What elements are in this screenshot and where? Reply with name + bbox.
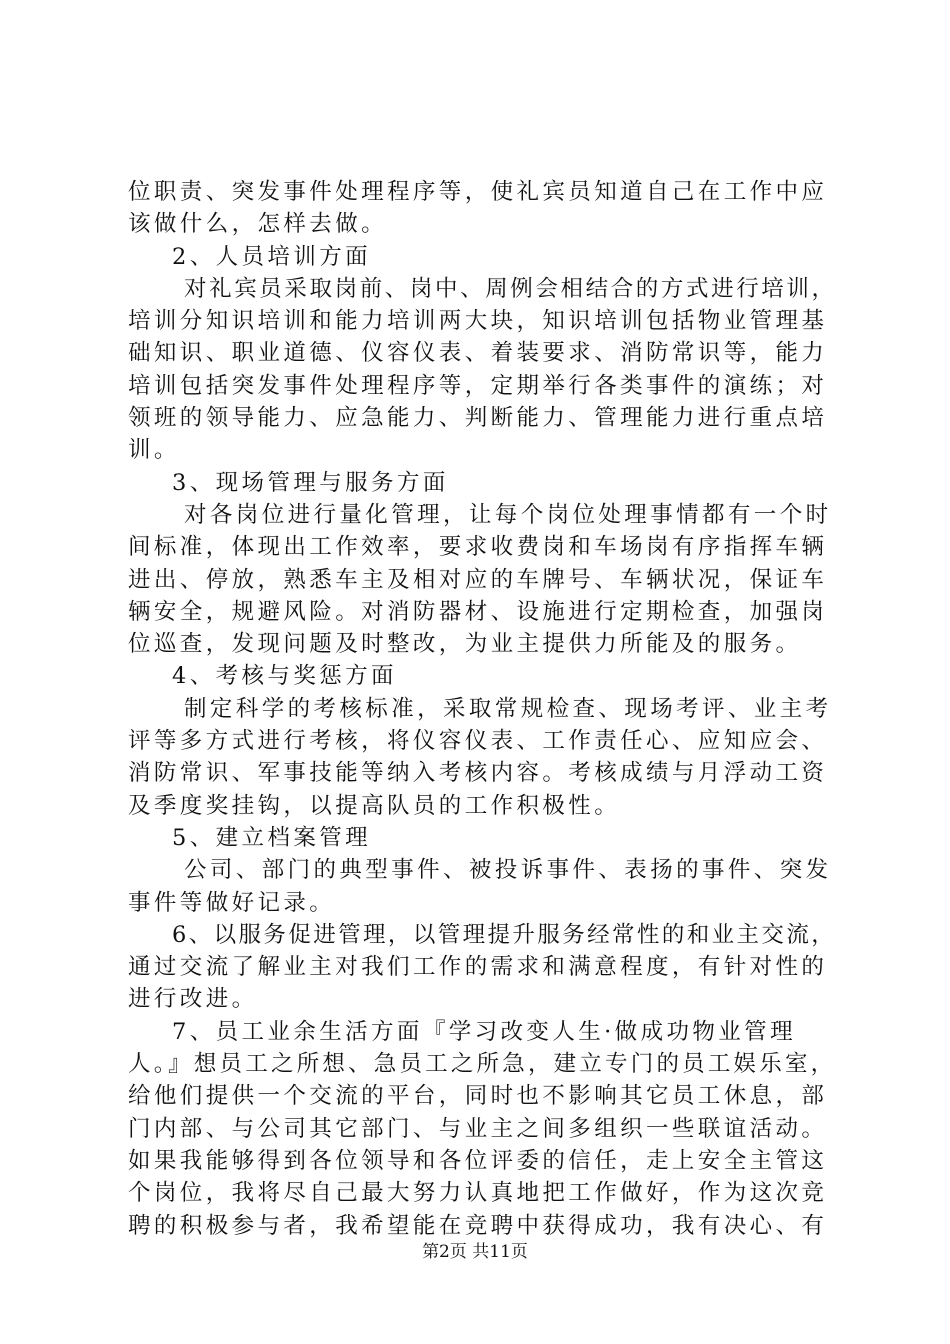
text-line: 3、现场管理与服务方面 bbox=[172, 469, 449, 496]
text-line: 对礼宾员采取岗前、岗中、周例会相结合的方式进行培训， bbox=[184, 275, 837, 302]
text-line: 通过交流了解业主对我们工作的需求和满意程度，有针对性的 bbox=[128, 954, 828, 981]
text-line: 位职责、突发事件处理程序等，使礼宾员知道自己在工作中应 bbox=[128, 179, 828, 205]
text-line: 制定科学的考核标准，采取常规检查、现场考评、业主考 bbox=[184, 695, 832, 722]
text-line: 及季度奖挂钩，以提高队员的工作积极性。 bbox=[128, 792, 621, 819]
text-line: 5、建立档案管理 bbox=[172, 824, 372, 851]
text-line: 辆安全，规避风险。对消防器材、设施进行定期检查，加强岗 bbox=[128, 598, 828, 625]
text-line: 进行改进。 bbox=[128, 986, 258, 1013]
text-line: 领班的领导能力、应急能力、判断能力、管理能力进行重点培 bbox=[128, 405, 828, 432]
text-line: 培训分知识培训和能力培训两大块，知识培训包括物业管理基 bbox=[128, 308, 828, 335]
text-line: 4、考核与奖惩方面 bbox=[172, 663, 397, 690]
text-line: 础知识、职业道德、仪容仪表、着装要求、消防常识等，能力 bbox=[128, 340, 828, 367]
text-line: 培训包括突发事件处理程序等，定期举行各类事件的演练；对 bbox=[128, 372, 828, 399]
text-line: 进出、停放，熟悉车主及相对应的车牌号、车辆状况，保证车 bbox=[128, 566, 828, 593]
text-line: 人。』想员工之所想、急员工之所急，建立专门的员工娱乐室， bbox=[128, 1051, 837, 1078]
text-line: 间标准，体现出工作效率，要求收费岗和车场岗有序指挥车辆 bbox=[128, 534, 828, 561]
text-line: 个岗位，我将尽自己最大努力认真地把工作做好，作为这次竞 bbox=[128, 1180, 828, 1207]
text-line: 如果我能够得到各位领导和各位评委的信任，走上安全主管这 bbox=[128, 1147, 828, 1174]
text-line: 训。 bbox=[128, 437, 180, 464]
text-line: 给他们提供一个交流的平台，同时也不影响其它员工休息，部 bbox=[128, 1083, 828, 1110]
text-line: 对各岗位进行量化管理，让每个岗位处理事情都有一个时 bbox=[184, 501, 832, 528]
text-line: 该做什么，怎样去做。 bbox=[128, 211, 388, 238]
text-line: 消防常识、军事技能等纳入考核内容。考核成绩与月浮动工资 bbox=[128, 760, 828, 787]
text-line: 评等多方式进行考核，将仪容仪表、工作责任心、应知应会、 bbox=[128, 728, 828, 755]
text-line: 门内部、与公司其它部门、与业主之间多组织一些联谊活动。 bbox=[128, 1115, 828, 1142]
text-line: 事件等做好记录。 bbox=[128, 889, 336, 916]
text-line: 聘的积极参与者，我希望能在竞聘中获得成功，我有决心、有 bbox=[128, 1212, 828, 1239]
text-line: 公司、部门的典型事件、被投诉事件、表扬的事件、突发 bbox=[184, 857, 832, 884]
page-number-footer: 第2页 共11页 bbox=[422, 1242, 528, 1262]
document-body bbox=[128, 176, 840, 1242]
text-line: 7、员工业余生活方面『学习改变人生·做成功物业管理 bbox=[172, 1018, 796, 1045]
text-line: 6、以服务促进管理，以管理提升服务经常性的和业主交流， bbox=[172, 921, 837, 948]
text-line: 位巡查，发现问题及时整改，为业主提供力所能及的服务。 bbox=[128, 631, 802, 658]
text-line: 2、人员培训方面 bbox=[172, 243, 372, 270]
